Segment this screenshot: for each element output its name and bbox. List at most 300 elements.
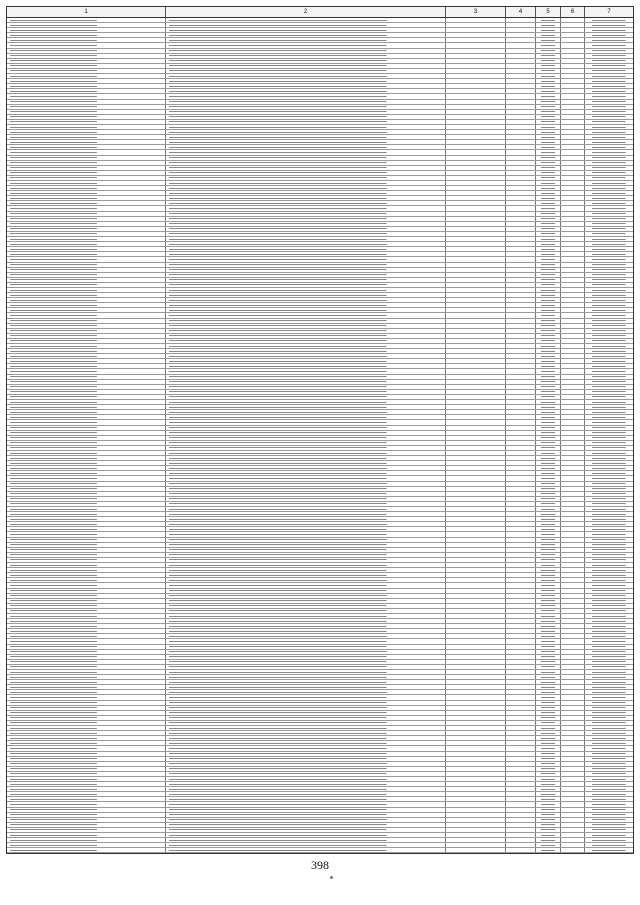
table-cell	[446, 823, 506, 827]
table-cell	[7, 283, 166, 287]
table-cell	[446, 614, 506, 618]
table-cell	[7, 268, 166, 272]
table-cell	[446, 532, 506, 536]
table-cell	[7, 787, 166, 791]
table-cell	[166, 736, 446, 740]
table-cell	[7, 329, 166, 333]
table-cell	[166, 364, 446, 368]
table-cell	[561, 762, 585, 766]
table-cell	[7, 848, 166, 852]
table-cell	[585, 578, 633, 582]
table-cell	[446, 517, 506, 521]
table-cell	[7, 415, 166, 419]
table-cell	[446, 848, 506, 852]
table-cell	[446, 405, 506, 409]
table-cell	[506, 650, 536, 654]
table-cell	[7, 675, 166, 679]
table-cell	[7, 752, 166, 756]
table-cell	[536, 405, 561, 409]
table-cell	[7, 247, 166, 251]
table-cell	[585, 690, 633, 694]
table-cell	[536, 135, 561, 139]
table-cell	[446, 762, 506, 766]
table-cell	[7, 64, 166, 68]
table-cell	[561, 833, 585, 837]
table-cell	[536, 415, 561, 419]
table-cell	[561, 568, 585, 572]
table-cell	[585, 74, 633, 78]
table-cell	[166, 278, 446, 282]
table-cell	[536, 191, 561, 195]
table-cell	[446, 94, 506, 98]
table-cell	[585, 298, 633, 302]
table-cell	[561, 426, 585, 430]
table-cell	[166, 94, 446, 98]
table-cell	[585, 655, 633, 659]
table-cell	[506, 736, 536, 740]
table-cell	[536, 558, 561, 562]
table-cell	[7, 685, 166, 689]
table-cell	[7, 38, 166, 42]
table-cell	[536, 227, 561, 231]
table-cell	[7, 18, 166, 22]
table-cell	[166, 777, 446, 781]
table-cell	[446, 690, 506, 694]
table-cell	[585, 517, 633, 521]
table-cell	[506, 843, 536, 847]
table-cell	[585, 441, 633, 445]
table-cell	[585, 191, 633, 195]
table-cell	[506, 548, 536, 552]
table-cell	[536, 568, 561, 572]
table-cell	[536, 456, 561, 460]
table-cell	[536, 23, 561, 27]
table-cell	[7, 395, 166, 399]
table-cell	[506, 797, 536, 801]
table-cell	[585, 364, 633, 368]
table-cell	[585, 64, 633, 68]
table-cell	[561, 115, 585, 119]
table-cell	[446, 782, 506, 786]
table-cell	[446, 181, 506, 185]
table-cell	[536, 843, 561, 847]
table-cell	[561, 79, 585, 83]
table-cell	[536, 232, 561, 236]
table-cell	[585, 548, 633, 552]
table-cell	[506, 222, 536, 226]
table-cell	[506, 670, 536, 674]
table-cell	[536, 380, 561, 384]
table-cell	[585, 242, 633, 246]
column-3-header: 3	[446, 7, 506, 17]
table-cell	[561, 680, 585, 684]
table-cell	[166, 100, 446, 104]
table-cell	[446, 426, 506, 430]
table-cell	[536, 395, 561, 399]
table-cell	[166, 212, 446, 216]
table-cell	[506, 242, 536, 246]
table-cell	[506, 49, 536, 53]
table-cell	[7, 695, 166, 699]
table-cell	[506, 156, 536, 160]
table-cell	[561, 619, 585, 623]
table-cell	[561, 492, 585, 496]
table-cell	[585, 18, 633, 22]
table-cell	[166, 135, 446, 139]
table-cell	[7, 161, 166, 165]
table-cell	[585, 573, 633, 577]
table-cell	[7, 639, 166, 643]
table-cell	[7, 777, 166, 781]
table-cell	[506, 232, 536, 236]
table-cell	[536, 583, 561, 587]
table-cell	[446, 354, 506, 358]
table-cell	[7, 665, 166, 669]
table-cell	[561, 670, 585, 674]
table-cell	[506, 828, 536, 832]
table-cell	[536, 308, 561, 312]
table-cell	[561, 624, 585, 628]
table-cell	[536, 339, 561, 343]
table-cell	[561, 130, 585, 134]
table-cell	[446, 543, 506, 547]
table-cell	[506, 431, 536, 435]
table-cell	[166, 339, 446, 343]
table-cell	[561, 695, 585, 699]
table-cell	[561, 461, 585, 465]
table-cell	[446, 471, 506, 475]
table-cell	[561, 145, 585, 149]
table-cell	[7, 33, 166, 37]
table-cell	[7, 308, 166, 312]
table-cell	[536, 604, 561, 608]
table-cell	[561, 268, 585, 272]
table-cell	[536, 161, 561, 165]
table-cell	[446, 802, 506, 806]
table-cell	[166, 150, 446, 154]
table-cell	[166, 680, 446, 684]
table-cell	[7, 252, 166, 256]
table-cell	[166, 629, 446, 633]
table-cell	[536, 313, 561, 317]
table-cell	[536, 767, 561, 771]
table-cell	[506, 324, 536, 328]
table-cell	[561, 385, 585, 389]
column-5-header: 5	[536, 7, 561, 17]
table-cell	[561, 558, 585, 562]
table-cell	[506, 329, 536, 333]
table-cell	[536, 54, 561, 58]
table-cell	[536, 120, 561, 124]
table-cell	[166, 410, 446, 414]
table-cell	[166, 808, 446, 812]
table-cell	[506, 303, 536, 307]
table-cell	[585, 390, 633, 394]
table-cell	[7, 802, 166, 806]
table-cell	[561, 634, 585, 638]
table-cell	[561, 578, 585, 582]
table-cell	[561, 420, 585, 424]
table-cell	[536, 257, 561, 261]
table-cell	[166, 492, 446, 496]
table-cell	[561, 731, 585, 735]
table-cell	[561, 436, 585, 440]
table-cell	[585, 772, 633, 776]
table-cell	[585, 589, 633, 593]
table-cell	[506, 808, 536, 812]
table-cell	[166, 476, 446, 480]
table-cell	[536, 670, 561, 674]
table-cell	[446, 492, 506, 496]
table-cell	[585, 344, 633, 348]
table-cell	[166, 171, 446, 175]
table-cell	[561, 308, 585, 312]
table-cell	[536, 38, 561, 42]
table-cell	[561, 186, 585, 190]
table-cell	[561, 105, 585, 109]
table-cell	[585, 594, 633, 598]
table-cell	[585, 492, 633, 496]
table-cell	[166, 252, 446, 256]
table-cell	[446, 813, 506, 817]
table-cell	[7, 813, 166, 817]
table-cell	[166, 665, 446, 669]
table-cell	[7, 482, 166, 486]
table-cell	[536, 476, 561, 480]
table-cell	[561, 741, 585, 745]
table-cell	[561, 278, 585, 282]
table-cell	[446, 385, 506, 389]
table-cell	[7, 400, 166, 404]
table-cell	[166, 110, 446, 114]
table-cell	[585, 599, 633, 603]
table-cell	[561, 59, 585, 63]
table-cell	[7, 828, 166, 832]
table-cell	[536, 808, 561, 812]
table-cell	[166, 639, 446, 643]
table-cell	[446, 196, 506, 200]
table-cell	[506, 487, 536, 491]
table-cell	[446, 313, 506, 317]
table-cell	[561, 553, 585, 557]
table-cell	[7, 532, 166, 536]
table-cell	[506, 573, 536, 577]
table-cell	[585, 680, 633, 684]
table-cell	[166, 711, 446, 715]
table-cell	[561, 441, 585, 445]
table-cell	[585, 848, 633, 852]
table-cell	[536, 624, 561, 628]
table-cell	[506, 186, 536, 190]
table-cell	[561, 242, 585, 246]
table-cell	[166, 655, 446, 659]
table-cell	[166, 721, 446, 725]
table-cell	[561, 369, 585, 373]
table-cell	[506, 446, 536, 450]
table-cell	[446, 589, 506, 593]
table-cell	[506, 517, 536, 521]
table-cell	[166, 466, 446, 470]
table-cell	[446, 135, 506, 139]
table-cell	[585, 222, 633, 226]
table-cell	[585, 436, 633, 440]
table-cell	[506, 711, 536, 715]
table-cell	[166, 283, 446, 287]
table-cell	[166, 89, 446, 93]
table-cell	[585, 105, 633, 109]
table-cell	[446, 334, 506, 338]
table-cell	[166, 471, 446, 475]
table-cell	[446, 110, 506, 114]
table-cell	[166, 206, 446, 210]
table-cell	[446, 741, 506, 745]
table-cell	[561, 487, 585, 491]
table-cell	[585, 629, 633, 633]
table-cell	[7, 527, 166, 531]
table-cell	[585, 140, 633, 144]
table-cell	[166, 28, 446, 32]
table-cell	[561, 23, 585, 27]
table-cell	[166, 522, 446, 526]
table-cell	[446, 599, 506, 603]
table-cell	[585, 522, 633, 526]
table-cell	[7, 293, 166, 297]
table-cell	[166, 599, 446, 603]
table-cell	[536, 512, 561, 516]
table-cell	[506, 227, 536, 231]
table-cell	[506, 89, 536, 93]
table-cell	[446, 731, 506, 735]
table-cell	[536, 252, 561, 256]
table-cell	[561, 222, 585, 226]
table-cell	[585, 395, 633, 399]
table-cell	[7, 59, 166, 63]
table-cell	[536, 33, 561, 37]
table-cell	[585, 268, 633, 272]
table-cell	[7, 492, 166, 496]
table-cell	[506, 196, 536, 200]
table-cell	[446, 563, 506, 567]
table-cell	[446, 604, 506, 608]
table-cell	[585, 828, 633, 832]
table-cell	[446, 43, 506, 47]
table-cell	[166, 268, 446, 272]
table-cell	[7, 380, 166, 384]
table-cell	[585, 33, 633, 37]
table-cell	[166, 456, 446, 460]
table-cell	[585, 685, 633, 689]
table-cell	[585, 471, 633, 475]
table-cell	[166, 624, 446, 628]
table-cell	[166, 130, 446, 134]
table-cell	[585, 782, 633, 786]
table-cell	[506, 629, 536, 633]
table-cell	[7, 166, 166, 170]
table-cell	[561, 690, 585, 694]
table-cell	[506, 594, 536, 598]
table-cell	[506, 777, 536, 781]
table-cell	[536, 650, 561, 654]
table-cell	[506, 54, 536, 58]
table-cell	[166, 247, 446, 251]
table-cell	[506, 263, 536, 267]
table-cell	[166, 767, 446, 771]
table-cell	[536, 324, 561, 328]
table-cell	[561, 507, 585, 511]
table-cell	[585, 293, 633, 297]
table-cell	[561, 614, 585, 618]
table-cell	[166, 660, 446, 664]
table-cell	[585, 731, 633, 735]
table-cell	[166, 614, 446, 618]
table-cell	[585, 380, 633, 384]
table-cell	[7, 792, 166, 796]
table-cell	[7, 497, 166, 501]
table-cell	[536, 441, 561, 445]
table-cell	[446, 125, 506, 129]
table-cell	[446, 476, 506, 480]
table-cell	[536, 538, 561, 542]
table-cell	[536, 634, 561, 638]
table-cell	[536, 543, 561, 547]
table-cell	[446, 441, 506, 445]
table-cell	[585, 288, 633, 292]
table-cell	[506, 665, 536, 669]
table-cell	[166, 823, 446, 827]
table-cell	[585, 675, 633, 679]
table-cell	[561, 752, 585, 756]
table-cell	[506, 512, 536, 516]
table-cell	[561, 410, 585, 414]
table-cell	[446, 100, 506, 104]
table-cell	[536, 629, 561, 633]
table-cell	[7, 476, 166, 480]
table-cell	[7, 49, 166, 53]
table-cell	[561, 594, 585, 598]
table-cell	[7, 711, 166, 715]
table-cell	[585, 176, 633, 180]
table-cell	[561, 645, 585, 649]
table-cell	[561, 171, 585, 175]
table-cell	[506, 400, 536, 404]
table-cell	[446, 293, 506, 297]
table-cell	[446, 79, 506, 83]
table-cell	[166, 461, 446, 465]
table-cell	[7, 237, 166, 241]
table-cell	[166, 176, 446, 180]
table-cell	[166, 802, 446, 806]
table-cell	[166, 573, 446, 577]
table-cell	[166, 359, 446, 363]
table-cell	[7, 808, 166, 812]
table-cell	[166, 79, 446, 83]
table-cell	[506, 466, 536, 470]
table-cell	[166, 161, 446, 165]
table-cell	[536, 186, 561, 190]
table-cell	[561, 802, 585, 806]
table-cell	[561, 655, 585, 659]
table-cell	[506, 38, 536, 42]
table-cell	[561, 380, 585, 384]
table-cell	[166, 782, 446, 786]
table-cell	[166, 645, 446, 649]
table-cell	[446, 171, 506, 175]
table-cell	[7, 69, 166, 73]
table-cell	[446, 772, 506, 776]
table-cell	[536, 49, 561, 53]
table-cell	[446, 701, 506, 705]
table-cell	[561, 33, 585, 37]
